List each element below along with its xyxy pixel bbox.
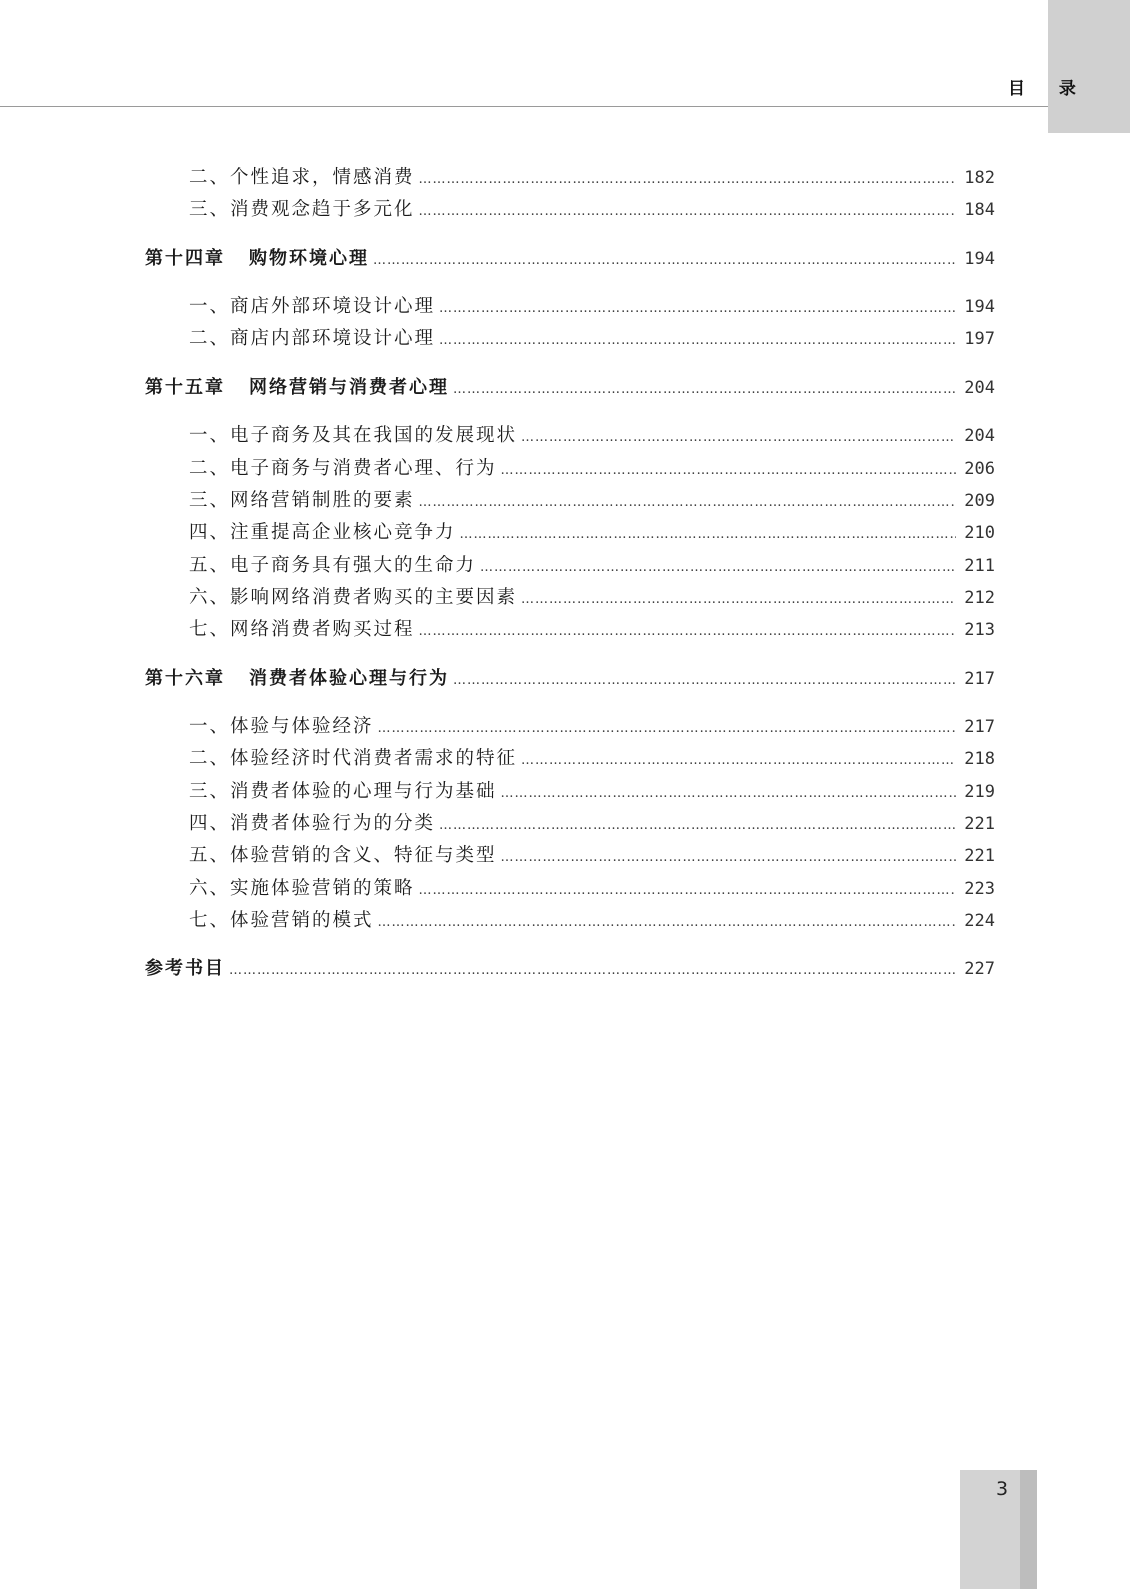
toc-entry-page: 209 xyxy=(964,491,995,511)
toc-entry-page: 221 xyxy=(964,846,995,866)
toc-entry-title: 五、电子商务具有强大的生命力 xyxy=(189,555,477,576)
dot-leader xyxy=(453,669,956,693)
toc-entry-title: 二、商店内部环境设计心理 xyxy=(189,328,436,349)
toc-entry-title: 七、体验营销的模式 xyxy=(189,910,374,931)
dot-leader xyxy=(501,459,957,483)
dot-leader xyxy=(419,879,957,903)
toc-entry-page: 182 xyxy=(964,168,995,188)
chapter-number: 第十五章 xyxy=(145,377,225,398)
toc-entry[interactable] xyxy=(145,521,995,545)
page-number: 3 xyxy=(995,1478,1009,1500)
chapter-title: 网络营销与消费者心理 xyxy=(249,377,449,398)
toc-entry[interactable] xyxy=(145,780,995,804)
toc-entry-title: 三、消费观念趋于多元化 xyxy=(189,199,415,220)
dot-leader xyxy=(378,717,957,741)
chapter-number: 第十六章 xyxy=(145,668,225,689)
toc-entry-title: 二、个性追求，情感消费 xyxy=(189,167,415,188)
toc-entry-page: 217 xyxy=(964,669,995,689)
toc-entry[interactable] xyxy=(145,424,995,448)
chapter-title: 消费者体验心理与行为 xyxy=(249,668,449,689)
dot-leader xyxy=(439,814,956,838)
toc-entry-title: 六、影响网络消费者购买的主要因素 xyxy=(189,587,518,608)
dot-leader xyxy=(480,556,956,580)
toc-entry[interactable] xyxy=(145,844,995,868)
chapter-number: 第十四章 xyxy=(145,248,225,269)
chapter-title: 购物环境心理 xyxy=(249,248,369,269)
toc-entry[interactable] xyxy=(145,909,995,933)
corner-tab xyxy=(1048,0,1130,133)
toc-entry-page: 204 xyxy=(964,426,995,446)
toc-entry-page: 213 xyxy=(964,620,995,640)
footer-tab-edge xyxy=(1020,1470,1037,1589)
dot-leader xyxy=(501,782,957,806)
toc-entry-title: 四、消费者体验行为的分类 xyxy=(189,813,436,834)
dot-leader xyxy=(229,959,956,983)
toc-entry-title: 一、电子商务及其在我国的发展现状 xyxy=(189,425,518,446)
toc-entry-title: 五、体验营销的含义、特征与类型 xyxy=(189,845,497,866)
toc-entry-page: 223 xyxy=(964,879,995,899)
toc-entry[interactable] xyxy=(145,295,995,319)
dot-leader xyxy=(521,749,956,773)
toc-entry-title: 三、网络营销制胜的要素 xyxy=(189,490,415,511)
toc-entry-title: 三、消费者体验的心理与行为基础 xyxy=(189,781,497,802)
dot-leader xyxy=(521,426,956,450)
toc-entry-page: 221 xyxy=(964,814,995,834)
dot-leader xyxy=(453,378,956,402)
dot-leader xyxy=(439,329,956,353)
toc-entry-title: 七、网络消费者购买过程 xyxy=(189,619,415,640)
toc-entry-page: 184 xyxy=(964,200,995,220)
dot-leader xyxy=(501,846,957,870)
toc-entry[interactable] xyxy=(145,715,995,739)
toc-entry-page: 197 xyxy=(964,329,995,349)
toc-entry-page: 211 xyxy=(964,556,995,576)
toc-entry-page: 218 xyxy=(964,749,995,769)
toc-entry-title: 四、注重提高企业核心竞争力 xyxy=(189,522,456,543)
toc-entry-title: 二、体验经济时代消费者需求的特征 xyxy=(189,748,518,769)
toc-chapter[interactable] xyxy=(145,667,995,691)
dot-leader xyxy=(521,588,956,612)
toc-entry-page: 227 xyxy=(964,959,995,979)
toc-entry[interactable] xyxy=(145,554,995,578)
dot-leader xyxy=(460,523,957,547)
toc-entry-title: 一、体验与体验经济 xyxy=(189,716,374,737)
toc-entry[interactable] xyxy=(145,327,995,351)
toc-entry[interactable] xyxy=(145,198,995,222)
toc-entry[interactable] xyxy=(145,877,995,901)
toc-entry[interactable] xyxy=(145,489,995,513)
dot-leader xyxy=(439,297,956,321)
toc-references[interactable] xyxy=(145,957,995,981)
toc-entry-page: 217 xyxy=(964,717,995,737)
toc-chapter[interactable] xyxy=(145,376,995,400)
toc-entry-title: 一、商店外部环境设计心理 xyxy=(189,296,436,317)
toc-entry[interactable] xyxy=(145,166,995,190)
toc-entry-page: 206 xyxy=(964,459,995,479)
toc-entry-page: 210 xyxy=(964,523,995,543)
header-rule xyxy=(0,106,1048,107)
toc-entry[interactable] xyxy=(145,747,995,771)
references-title: 参考书目 xyxy=(145,958,225,979)
toc-chapter[interactable] xyxy=(145,247,995,271)
dot-leader xyxy=(378,911,957,935)
toc-entry[interactable] xyxy=(145,812,995,836)
dot-leader xyxy=(419,491,957,515)
toc-entry-page: 194 xyxy=(964,297,995,317)
toc-entry-page: 194 xyxy=(964,249,995,269)
toc-entry-page: 219 xyxy=(964,782,995,802)
toc-entry-page: 212 xyxy=(964,588,995,608)
toc-entry[interactable] xyxy=(145,586,995,610)
toc-entry[interactable] xyxy=(145,618,995,642)
toc-entry[interactable] xyxy=(145,457,995,481)
dot-leader xyxy=(373,249,956,273)
toc-entry-title: 二、电子商务与消费者心理、行为 xyxy=(189,458,497,479)
dot-leader xyxy=(419,200,957,224)
header-title: 目 录 xyxy=(1008,79,1090,99)
dot-leader xyxy=(419,620,957,644)
toc-entry-page: 224 xyxy=(964,911,995,931)
toc-entry-page: 204 xyxy=(964,378,995,398)
dot-leader xyxy=(419,168,957,192)
toc-entry-title: 六、实施体验营销的策略 xyxy=(189,878,415,899)
